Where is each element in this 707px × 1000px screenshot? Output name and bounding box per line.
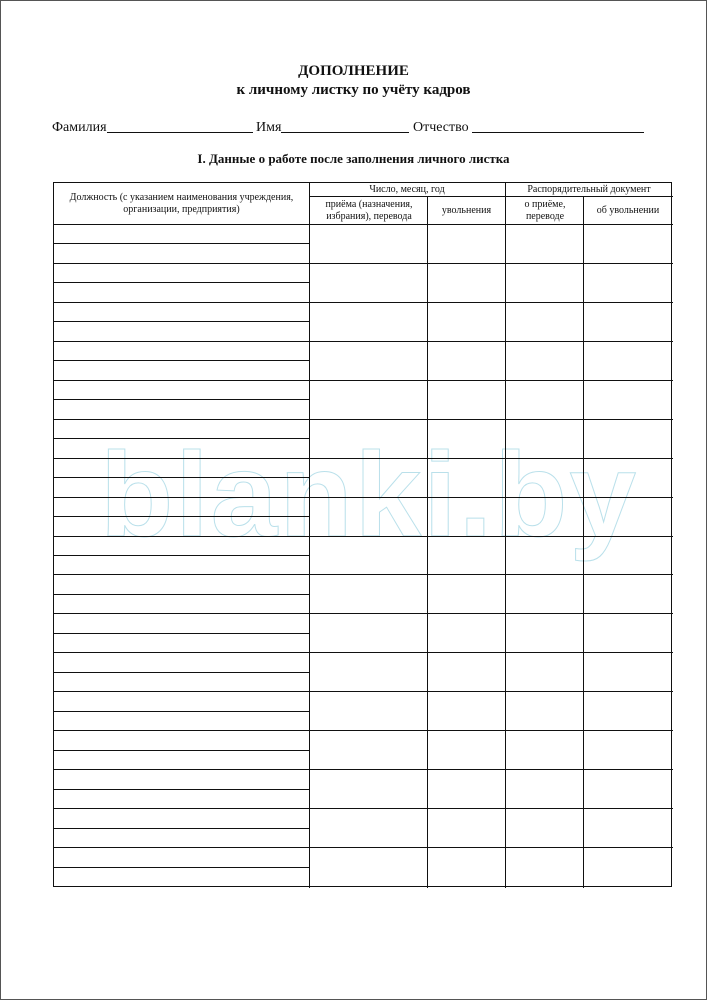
table-subrow-line xyxy=(54,750,309,751)
table-row-line xyxy=(54,808,673,809)
table-row-line xyxy=(54,302,673,303)
table-row-line xyxy=(54,847,673,848)
surname-label: Фамилия xyxy=(52,120,107,135)
header-order-hire: о приёме, переводе xyxy=(524,199,566,222)
document-title: ДОПОЛНЕНИЕ xyxy=(298,63,409,79)
table-row-line xyxy=(54,691,673,692)
table-subrow-line xyxy=(54,789,309,790)
table-subrow-line xyxy=(54,828,309,829)
header-group-line xyxy=(505,196,673,197)
table-subrow-line xyxy=(54,594,309,595)
table-subrow-line xyxy=(54,438,309,439)
work-history-table xyxy=(53,182,672,887)
table-row-line xyxy=(54,341,673,342)
table-subrow-line xyxy=(54,711,309,712)
name-fields-row xyxy=(52,118,662,136)
patronymic-field[interactable] xyxy=(472,118,644,133)
table-subrow-line xyxy=(54,399,309,400)
table-subrow-line xyxy=(54,867,309,868)
table-subrow-line xyxy=(54,243,309,244)
column-divider xyxy=(583,196,584,888)
header-bottom-line xyxy=(54,224,673,225)
table-subrow-line xyxy=(54,672,309,673)
table-row-line xyxy=(54,769,673,770)
surname-field[interactable] xyxy=(107,118,253,133)
table-subrow-line xyxy=(54,477,309,478)
header-order-dismissal: об увольнении xyxy=(596,205,660,216)
table-subrow-line xyxy=(54,516,309,517)
header-dates-group: Число, месяц, год xyxy=(369,184,445,195)
document-subtitle: к личному листку по учёту кадров xyxy=(236,82,471,98)
table-row-line xyxy=(54,458,673,459)
header-group-line xyxy=(309,196,505,197)
section-title: I. Данные о работе после заполнения личного листка xyxy=(197,151,510,166)
header-order-group: Распорядительный документ xyxy=(527,184,651,195)
table-row-line xyxy=(54,574,673,575)
table-row-line xyxy=(54,613,673,614)
header-hire-date: приёма (назначения, избрания), перевода xyxy=(325,199,413,222)
table-row-line xyxy=(54,497,673,498)
table-subrow-line xyxy=(54,321,309,322)
header-position: Должность (с указанием наименования учреждения, организации, предприятия) xyxy=(69,192,294,215)
watermark: blanki.by xyxy=(100,428,639,562)
name-field[interactable] xyxy=(281,118,409,133)
header-dismissal-date: увольнения xyxy=(441,205,492,216)
column-divider xyxy=(427,196,428,888)
table-subrow-line xyxy=(54,633,309,634)
table-row-line xyxy=(54,380,673,381)
table-row-line xyxy=(54,730,673,731)
patronymic-label: Отчество xyxy=(412,120,469,135)
table-row-line xyxy=(54,652,673,653)
table-row-line xyxy=(54,419,673,420)
table-row-line xyxy=(54,263,673,264)
name-label: Имя xyxy=(256,120,282,135)
table-subrow-line xyxy=(54,282,309,283)
table-row-line xyxy=(54,536,673,537)
table-subrow-line xyxy=(54,555,309,556)
table-subrow-line xyxy=(54,360,309,361)
